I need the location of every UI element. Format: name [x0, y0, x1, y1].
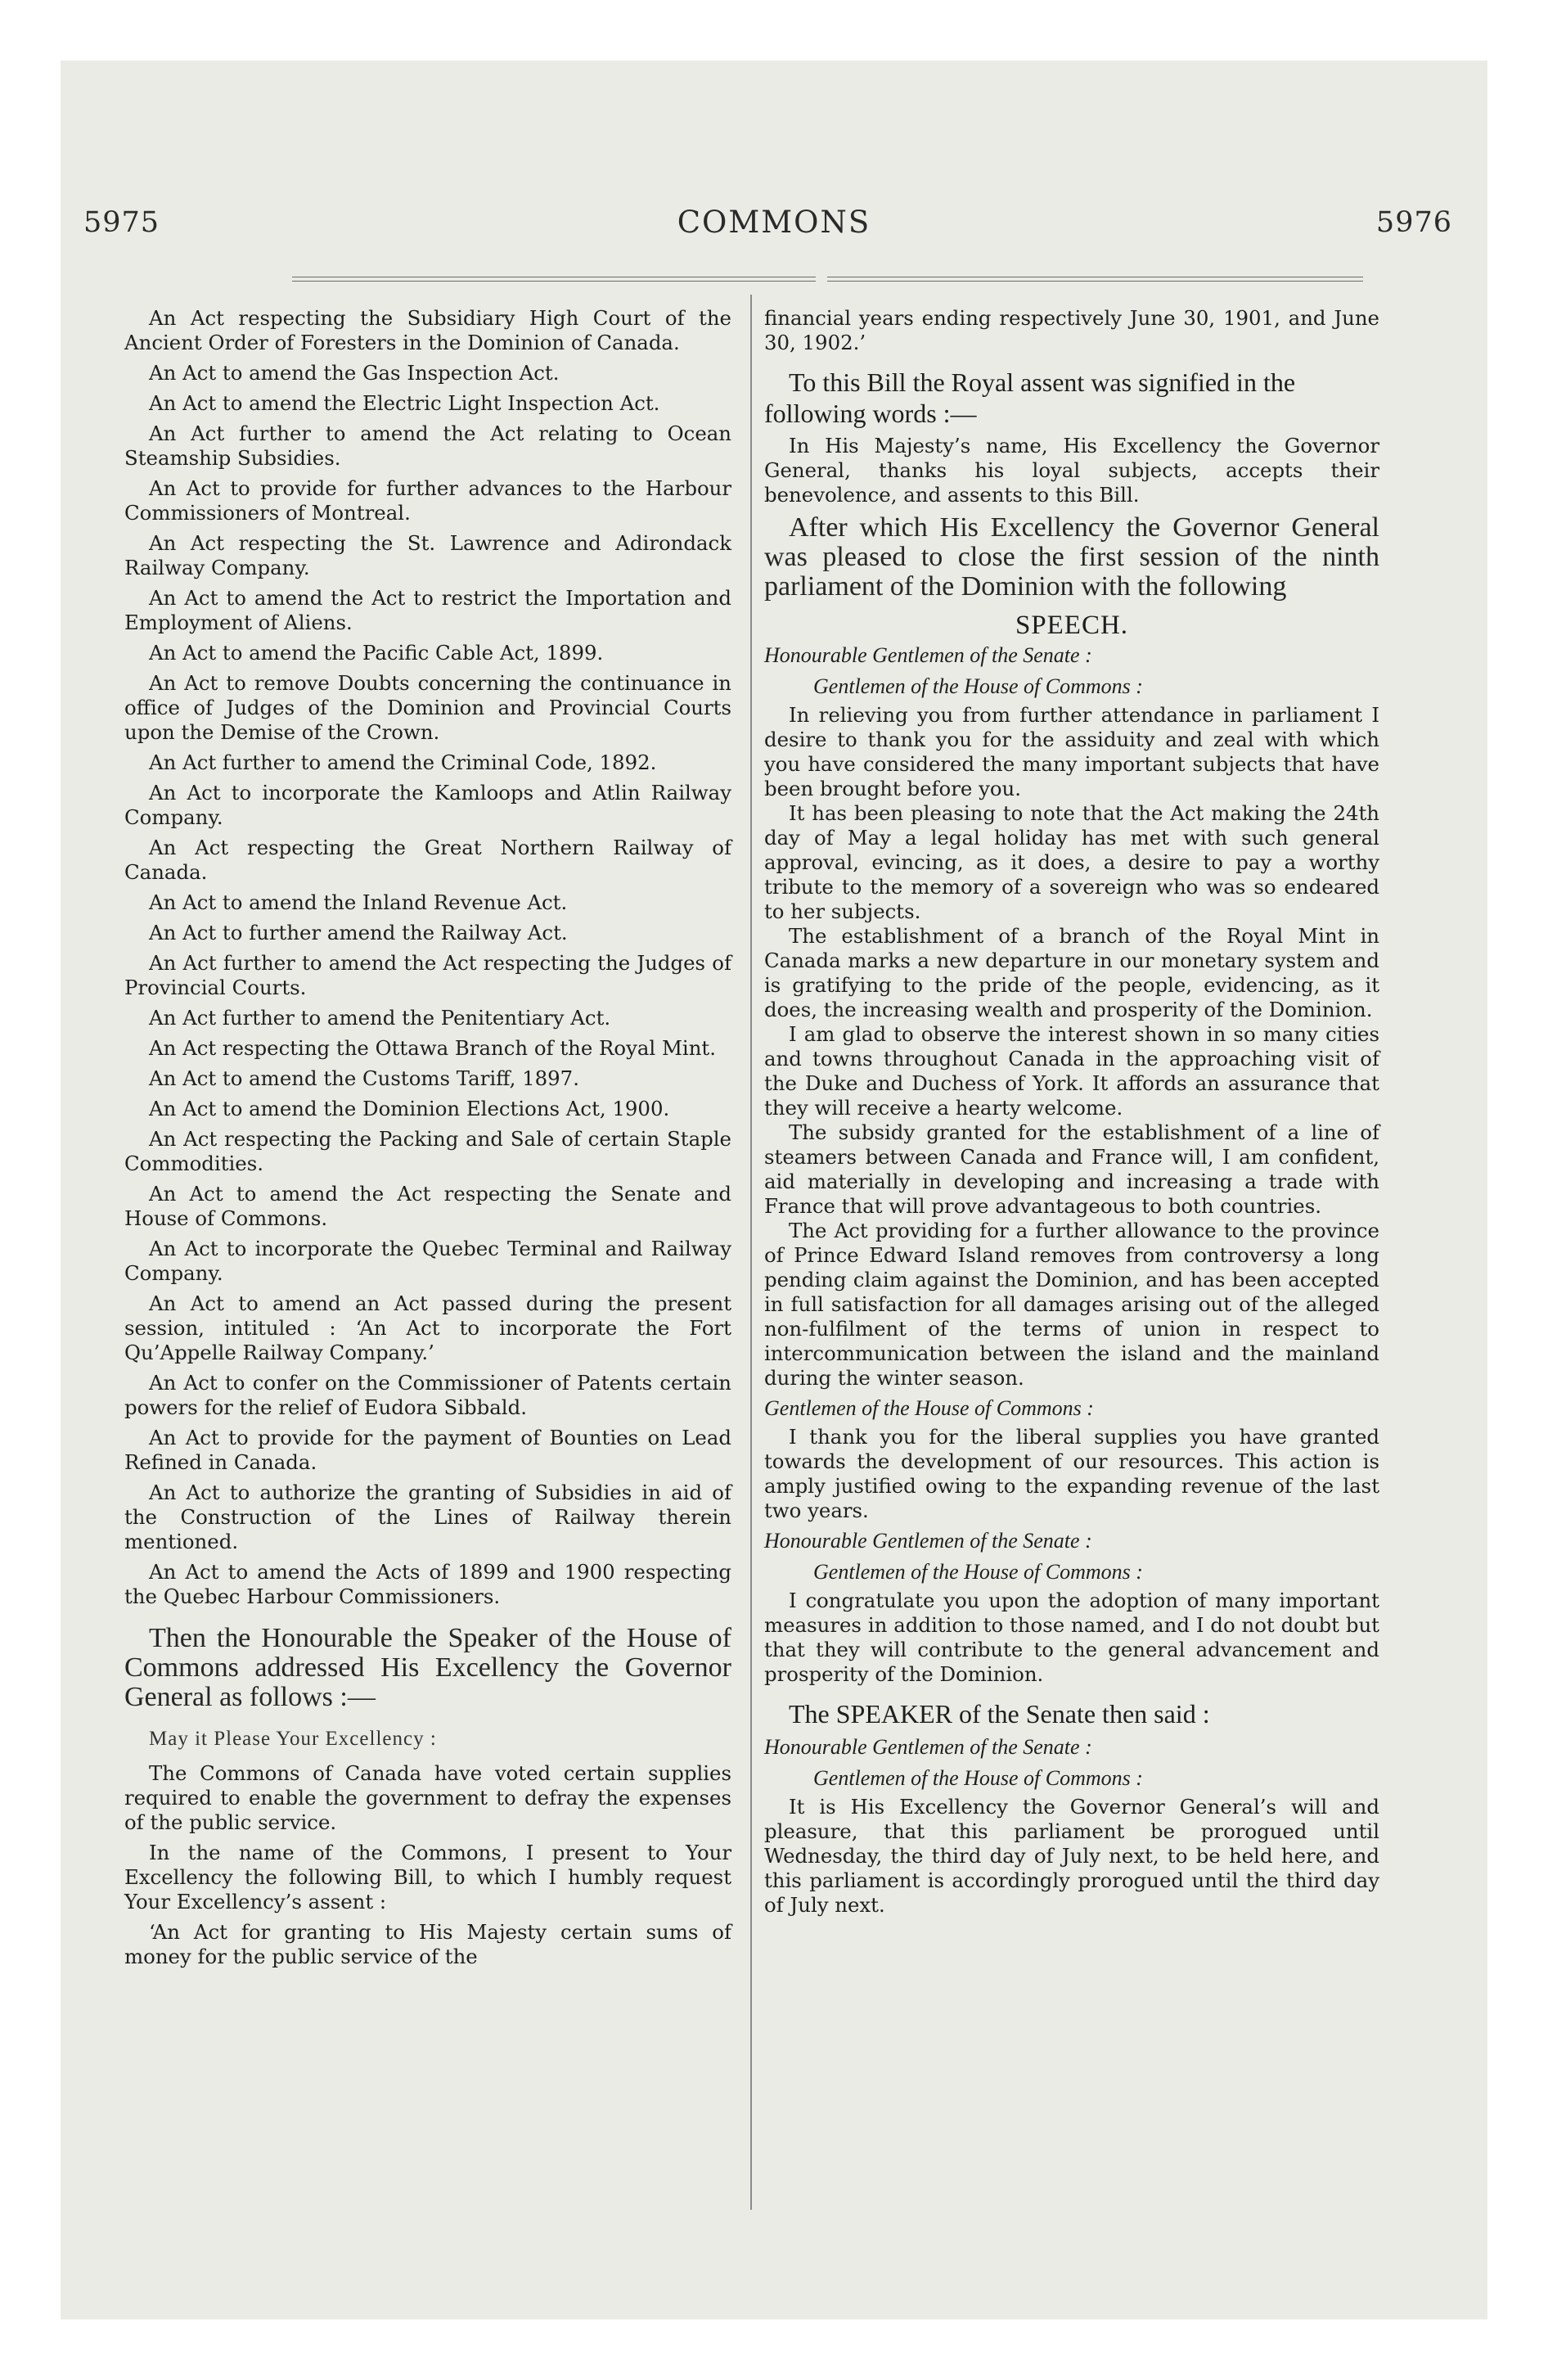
salutation-senate: Honourable Gentlemen of the Senate : — [764, 1529, 1092, 1553]
scanned-page — [61, 61, 1487, 2319]
act-item: An Act to incorporate the Kamloops and Atlin Railway Company. — [124, 781, 731, 829]
act-item: An Act to amend the Gas Inspection Act. — [149, 361, 560, 385]
right-page-number: 5976 — [1375, 206, 1452, 239]
act-item: An Act to amend the Electric Light Inspection Act. — [149, 391, 660, 415]
act-item: An Act to amend the Inland Revenue Act. — [149, 890, 568, 914]
speech-heading: SPEECH. — [1015, 611, 1129, 640]
act-item: An Act to confer on the Commissioner of Patents certain powers for the relief of Eudora Sibbald. — [124, 1371, 731, 1419]
act-item: An Act to provide for the payment of Bounties on Lead Refined in Canada. — [124, 1426, 731, 1474]
salutation-commons: Gentlemen of the House of Commons : — [813, 1560, 1143, 1584]
header-rule-left — [292, 277, 816, 282]
act-item: An Act respecting the Ottawa Branch of the Royal Mint. — [149, 1036, 716, 1060]
salutation-commons: Gentlemen of the House of Commons : — [813, 674, 1143, 698]
left-column — [124, 306, 731, 1975]
salutation-senate: Honourable Gentlemen of the Senate : — [764, 643, 1092, 667]
act-item: An Act further to amend the Act relating to Ocean Steamship Subsidies. — [124, 421, 731, 470]
speech-paragraph: I thank you for the liberal supplies you have granted towards the development of our resources. This action is amply justified owing to the expanding revenue of the last two years. — [764, 1425, 1379, 1522]
assent-words: In His Majesty’s name, His Excellency the Governor General, thanks his loyal subjects, accepts their benevolence, and assents to this Bill. — [764, 434, 1379, 507]
address-paragraph: The Commons of Canada have voted certain supplies required to enable the government to defray the expenses of the public service. — [124, 1761, 731, 1834]
address-paragraph: In the name of the Commons, I present to Your Excellency the following Bill, to which I humbly request Your Excellency’s assent : — [124, 1841, 731, 1913]
act-item: An Act to further amend the Railway Act. — [149, 921, 568, 944]
salutation-senate: Honourable Gentlemen of the Senate : — [764, 1735, 1092, 1759]
speaker-statement: Then the Honourable the Speaker of the House of Commons addressed His Excellency the Governor General as follows :— — [124, 1623, 731, 1712]
prorogation-paragraph: It is His Excellency the Governor General’s will and pleasure, that this parliament be prorogued until Wednesday, the third day of July next, to be held here, and this parliament is accordingly prorogued until the third day of July next. — [764, 1795, 1379, 1917]
speech-paragraph: The subsidy granted for the establishment of a line of steamers between Canada and France will, I am confident, aid materially in developing and increasing a trade with France that will prove advantageous to both countries. — [764, 1120, 1379, 1218]
speech-paragraph: I congratulate you upon the adoption of many important measures in addition to those named, and I do not doubt but that they will contribute to the general advancement and prosperity of the Dominion. — [764, 1589, 1379, 1686]
bill-continuation: financial years ending respectively June 30, 1901, and June 30, 1902.’ — [764, 306, 1379, 354]
closing-statement: After which His Excellency the Governor General was pleased to close the first session of the ninth parliament of the Dominion with the following — [764, 512, 1379, 602]
act-item: An Act to provide for further advances to the Harbour Commissioners of Montreal. — [124, 476, 731, 525]
speech-paragraph: The Act providing for a further allowance to the province of Prince Edward Island removes from controversy a long pending claim against the Dominion, and has been accepted in full satisfaction for all damages arising out of the alleged non-fulfilment of the terms of union in respect to intercommunication between the island and the mainland during the winter season. — [764, 1219, 1379, 1390]
act-item: An Act to incorporate the Quebec Terminal and Railway Company. — [124, 1237, 731, 1285]
speech-paragraph: It has been pleasing to note that the Act making the 24th day of May a legal holiday has met with such general approval, evincing, as it does, a desire to pay a worthy tribute to the memory of a sovereign who was so endeared to her subjects. — [764, 801, 1379, 923]
speech-paragraph: The establishment of a branch of the Royal Mint in Canada marks a new departure in our monetary system and is gratifying to the pride of the people, evidencing, as it does, the increasing wealth and prosperity of the Dominion. — [764, 924, 1379, 1021]
act-item: An Act to amend the Acts of 1899 and 1900 respecting the Quebec Harbour Commissioners. — [124, 1560, 731, 1608]
act-item: An Act to amend an Act passed during the present session, intituled : ‘An Act to incorporate the Fort Qu’Appelle Railway Company.’ — [124, 1291, 731, 1364]
act-item: An Act to remove Doubts concerning the continuance in office of Judges of the Dominion and Provincial Courts upon the Demise of the Crown. — [124, 671, 731, 744]
act-item: An Act further to amend the Penitentiary Act. — [149, 1006, 611, 1030]
salutation-commons: Gentlemen of the House of Commons : — [813, 1766, 1143, 1790]
act-item: An Act respecting the Packing and Sale of certain Staple Commodities. — [124, 1127, 731, 1175]
address-paragraph: ‘An Act for granting to His Majesty certain sums of money for the public service of the — [124, 1920, 731, 1968]
speech-paragraph: I am glad to observe the interest shown in so many cities and towns throughout Canada in the approaching visit of the Duke and Duchess of York. It affords an assurance that they will receive a hearty welcome. — [764, 1022, 1379, 1120]
right-column — [764, 306, 1379, 1918]
assent-statement: To this Bill the Royal assent was signified in the following words :— — [764, 367, 1296, 428]
act-item: An Act respecting the Subsidiary High Court of the Ancient Order of Foresters in the Dominion of Canada. — [124, 306, 731, 354]
speech-paragraph: In relieving you from further attendance in parliament I desire to thank you for the assiduity and zeal with which you have considered the many important subjects that have been brought before you. — [764, 703, 1379, 800]
act-item: An Act to authorize the granting of Subsidies in aid of the Construction of the Lines of Railway therein mentioned. — [124, 1481, 731, 1553]
act-item: An Act to amend the Act respecting the Senate and House of Commons. — [124, 1182, 731, 1230]
act-item: An Act further to amend the Criminal Code, 1892. — [149, 751, 657, 774]
act-item: An Act to amend the Customs Tariff, 1897. — [149, 1066, 579, 1090]
column-divider — [750, 295, 752, 2210]
page-title: COMMONS — [677, 205, 871, 240]
salutation: May it Please Your Excellency : — [149, 1728, 437, 1750]
act-item: An Act further to amend the Act respecting the Judges of Provincial Courts. — [124, 951, 731, 999]
speaker-of-senate-statement: The SPEAKER of the Senate then said : — [789, 1699, 1210, 1729]
header-rule-right — [827, 277, 1363, 282]
act-item: An Act to amend the Dominion Elections Act, 1900. — [149, 1097, 670, 1120]
act-item: An Act respecting the Great Northern Railway of Canada. — [124, 836, 731, 884]
act-item: An Act to amend the Act to restrict the Importation and Employment of Aliens. — [124, 586, 731, 634]
act-item: An Act respecting the St. Lawrence and Adirondack Railway Company. — [124, 531, 731, 579]
act-item: An Act to amend the Pacific Cable Act, 1899. — [149, 641, 604, 665]
left-page-number: 5975 — [83, 206, 160, 239]
salutation-commons: Gentlemen of the House of Commons : — [764, 1396, 1094, 1420]
